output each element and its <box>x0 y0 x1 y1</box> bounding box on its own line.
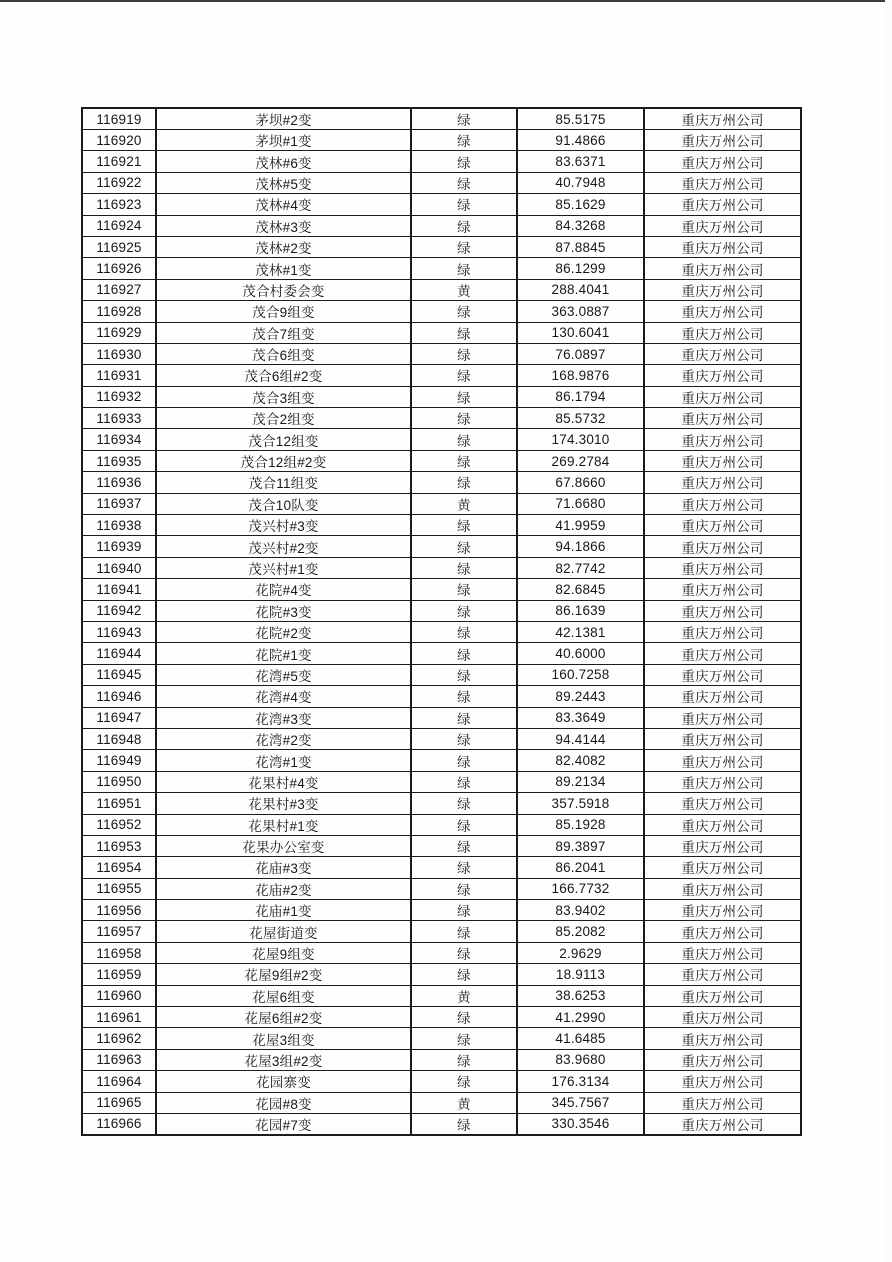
cell-company: 重庆万州公司 <box>644 557 801 578</box>
cell-value: 85.5732 <box>517 408 644 429</box>
cell-company: 重庆万州公司 <box>644 472 801 493</box>
cell-name: 茅坝#2变 <box>156 108 411 130</box>
cell-value: 41.6485 <box>517 1028 644 1049</box>
cell-company: 重庆万州公司 <box>644 450 801 471</box>
table-row <box>82 857 801 878</box>
table-row <box>82 472 801 493</box>
cell-value: 89.3897 <box>517 835 644 856</box>
cell-id: 116946 <box>82 686 156 707</box>
table-row <box>82 664 801 685</box>
cell-id: 116942 <box>82 600 156 621</box>
cell-status: 黄 <box>411 493 517 514</box>
cell-status: 绿 <box>411 600 517 621</box>
cell-name: 茂合9组变 <box>156 301 411 322</box>
cell-id: 116956 <box>82 900 156 921</box>
table-row <box>82 900 801 921</box>
cell-id: 116929 <box>82 322 156 343</box>
cell-id: 116945 <box>82 664 156 685</box>
cell-status: 绿 <box>411 322 517 343</box>
cell-status: 绿 <box>411 728 517 749</box>
cell-name: 茂林#6变 <box>156 151 411 172</box>
cell-id: 116962 <box>82 1028 156 1049</box>
cell-id: 116919 <box>82 108 156 130</box>
table-row <box>82 493 801 514</box>
cell-status: 绿 <box>411 343 517 364</box>
cell-status: 绿 <box>411 686 517 707</box>
table-row <box>82 322 801 343</box>
cell-id: 116952 <box>82 814 156 835</box>
cell-status: 绿 <box>411 771 517 792</box>
cell-value: 83.9402 <box>517 900 644 921</box>
table-row <box>82 643 801 664</box>
cell-value: 76.0897 <box>517 343 644 364</box>
cell-company: 重庆万州公司 <box>644 600 801 621</box>
cell-status: 黄 <box>411 279 517 300</box>
cell-company: 重庆万州公司 <box>644 194 801 215</box>
cell-id: 116941 <box>82 579 156 600</box>
cell-name: 茂林#3变 <box>156 215 411 236</box>
cell-status: 绿 <box>411 215 517 236</box>
cell-company: 重庆万州公司 <box>644 343 801 364</box>
cell-id: 116965 <box>82 1092 156 1113</box>
table-row <box>82 771 801 792</box>
cell-company: 重庆万州公司 <box>644 515 801 536</box>
table-row <box>82 728 801 749</box>
data-table <box>81 107 802 1136</box>
cell-name: 茂合3组变 <box>156 386 411 407</box>
cell-id: 116964 <box>82 1071 156 1092</box>
cell-company: 重庆万州公司 <box>644 1113 801 1135</box>
cell-value: 357.5918 <box>517 793 644 814</box>
cell-status: 绿 <box>411 793 517 814</box>
cell-id: 116944 <box>82 643 156 664</box>
table-row <box>82 236 801 257</box>
table-row <box>82 258 801 279</box>
cell-value: 84.3268 <box>517 215 644 236</box>
cell-company: 重庆万州公司 <box>644 579 801 600</box>
table-row <box>82 750 801 771</box>
cell-id: 116924 <box>82 215 156 236</box>
cell-name: 花果村#3变 <box>156 793 411 814</box>
table-row <box>82 835 801 856</box>
cell-value: 85.2082 <box>517 921 644 942</box>
cell-name: 茂合10队变 <box>156 493 411 514</box>
cell-id: 116937 <box>82 493 156 514</box>
table-row <box>82 985 801 1006</box>
cell-status: 绿 <box>411 1007 517 1028</box>
cell-company: 重庆万州公司 <box>644 686 801 707</box>
cell-value: 40.6000 <box>517 643 644 664</box>
cell-value: 269.2784 <box>517 450 644 471</box>
table-row <box>82 942 801 963</box>
cell-name: 花屋3组变 <box>156 1028 411 1049</box>
cell-id: 116922 <box>82 172 156 193</box>
cell-value: 40.7948 <box>517 172 644 193</box>
cell-value: 330.3546 <box>517 1113 644 1135</box>
table-row <box>82 215 801 236</box>
table-row <box>82 600 801 621</box>
cell-status: 绿 <box>411 408 517 429</box>
cell-name: 茂林#1变 <box>156 258 411 279</box>
cell-company: 重庆万州公司 <box>644 172 801 193</box>
cell-status: 绿 <box>411 536 517 557</box>
cell-id: 116960 <box>82 985 156 1006</box>
cell-value: 83.9680 <box>517 1049 644 1070</box>
cell-value: 38.6253 <box>517 985 644 1006</box>
cell-id: 116950 <box>82 771 156 792</box>
cell-name: 花湾#2变 <box>156 728 411 749</box>
cell-name: 茂兴村#2变 <box>156 536 411 557</box>
cell-name: 花果办公室变 <box>156 835 411 856</box>
cell-name: 花果村#1变 <box>156 814 411 835</box>
cell-status: 绿 <box>411 429 517 450</box>
cell-status: 绿 <box>411 151 517 172</box>
cell-status: 绿 <box>411 814 517 835</box>
cell-id: 116955 <box>82 878 156 899</box>
cell-company: 重庆万州公司 <box>644 215 801 236</box>
cell-id: 116926 <box>82 258 156 279</box>
cell-company: 重庆万州公司 <box>644 1049 801 1070</box>
cell-id: 116957 <box>82 921 156 942</box>
cell-name: 花湾#5变 <box>156 664 411 685</box>
cell-company: 重庆万州公司 <box>644 130 801 151</box>
table-row <box>82 1092 801 1113</box>
cell-company: 重庆万州公司 <box>644 151 801 172</box>
cell-status: 绿 <box>411 301 517 322</box>
cell-name: 花园#8变 <box>156 1092 411 1113</box>
cell-status: 绿 <box>411 835 517 856</box>
cell-company: 重庆万州公司 <box>644 835 801 856</box>
cell-company: 重庆万州公司 <box>644 365 801 386</box>
cell-name: 花湾#4变 <box>156 686 411 707</box>
cell-name: 茂合7组变 <box>156 322 411 343</box>
cell-status: 绿 <box>411 472 517 493</box>
cell-id: 116931 <box>82 365 156 386</box>
cell-name: 花院#1变 <box>156 643 411 664</box>
cell-value: 42.1381 <box>517 621 644 642</box>
cell-name: 花屋6组变 <box>156 985 411 1006</box>
cell-status: 绿 <box>411 964 517 985</box>
cell-status: 绿 <box>411 108 517 130</box>
cell-value: 86.1639 <box>517 600 644 621</box>
cell-value: 85.5175 <box>517 108 644 130</box>
cell-id: 116943 <box>82 621 156 642</box>
cell-id: 116920 <box>82 130 156 151</box>
cell-id: 116938 <box>82 515 156 536</box>
table-row <box>82 814 801 835</box>
cell-name: 花庙#3变 <box>156 857 411 878</box>
cell-id: 116932 <box>82 386 156 407</box>
cell-company: 重庆万州公司 <box>644 108 801 130</box>
cell-name: 花湾#3变 <box>156 707 411 728</box>
cell-value: 94.4144 <box>517 728 644 749</box>
cell-value: 86.1794 <box>517 386 644 407</box>
cell-company: 重庆万州公司 <box>644 750 801 771</box>
cell-value: 130.6041 <box>517 322 644 343</box>
table-row <box>82 621 801 642</box>
table-row <box>82 878 801 899</box>
cell-status: 绿 <box>411 621 517 642</box>
cell-value: 363.0887 <box>517 301 644 322</box>
cell-id: 116921 <box>82 151 156 172</box>
cell-id: 116963 <box>82 1049 156 1070</box>
cell-id: 116947 <box>82 707 156 728</box>
cell-company: 重庆万州公司 <box>644 258 801 279</box>
cell-company: 重庆万州公司 <box>644 643 801 664</box>
cell-value: 168.9876 <box>517 365 644 386</box>
cell-value: 91.4866 <box>517 130 644 151</box>
cell-value: 41.2990 <box>517 1007 644 1028</box>
cell-company: 重庆万州公司 <box>644 857 801 878</box>
cell-status: 绿 <box>411 1049 517 1070</box>
cell-name: 茂林#4变 <box>156 194 411 215</box>
cell-status: 绿 <box>411 664 517 685</box>
cell-id: 116959 <box>82 964 156 985</box>
table-row <box>82 579 801 600</box>
cell-status: 绿 <box>411 1113 517 1135</box>
cell-id: 116934 <box>82 429 156 450</box>
table-row <box>82 686 801 707</box>
cell-company: 重庆万州公司 <box>644 707 801 728</box>
cell-company: 重庆万州公司 <box>644 236 801 257</box>
cell-name: 花屋3组#2变 <box>156 1049 411 1070</box>
table-row <box>82 515 801 536</box>
cell-id: 116966 <box>82 1113 156 1135</box>
table-row <box>82 1028 801 1049</box>
cell-status: 绿 <box>411 921 517 942</box>
cell-value: 89.2443 <box>517 686 644 707</box>
table-row <box>82 1071 801 1092</box>
cell-value: 288.4041 <box>517 279 644 300</box>
cell-name: 花庙#2变 <box>156 878 411 899</box>
cell-status: 绿 <box>411 942 517 963</box>
cell-id: 116958 <box>82 942 156 963</box>
cell-value: 85.1629 <box>517 194 644 215</box>
cell-name: 花院#3变 <box>156 600 411 621</box>
cell-status: 绿 <box>411 900 517 921</box>
table-row <box>82 1113 801 1135</box>
cell-id: 116940 <box>82 557 156 578</box>
cell-value: 41.9959 <box>517 515 644 536</box>
cell-value: 67.8660 <box>517 472 644 493</box>
cell-company: 重庆万州公司 <box>644 536 801 557</box>
cell-value: 2.9629 <box>517 942 644 963</box>
table-row <box>82 536 801 557</box>
cell-id: 116939 <box>82 536 156 557</box>
table-row <box>82 130 801 151</box>
cell-company: 重庆万州公司 <box>644 793 801 814</box>
cell-company: 重庆万州公司 <box>644 279 801 300</box>
cell-name: 茂林#2变 <box>156 236 411 257</box>
page-right-edge-shadow <box>885 0 892 1262</box>
table-body <box>82 108 801 1135</box>
cell-name: 茂合2组变 <box>156 408 411 429</box>
cell-status: 绿 <box>411 258 517 279</box>
cell-status: 绿 <box>411 386 517 407</box>
cell-status: 黄 <box>411 985 517 1006</box>
table-row <box>82 365 801 386</box>
cell-company: 重庆万州公司 <box>644 1092 801 1113</box>
cell-status: 绿 <box>411 172 517 193</box>
table-row <box>82 408 801 429</box>
cell-name: 花庙#1变 <box>156 900 411 921</box>
table-row <box>82 194 801 215</box>
table-row <box>82 1007 801 1028</box>
cell-value: 82.4082 <box>517 750 644 771</box>
cell-id: 116925 <box>82 236 156 257</box>
cell-status: 绿 <box>411 194 517 215</box>
table-row <box>82 429 801 450</box>
cell-id: 116953 <box>82 835 156 856</box>
cell-status: 绿 <box>411 450 517 471</box>
table-row <box>82 450 801 471</box>
cell-status: 绿 <box>411 236 517 257</box>
cell-id: 116923 <box>82 194 156 215</box>
cell-company: 重庆万州公司 <box>644 728 801 749</box>
cell-status: 绿 <box>411 365 517 386</box>
cell-company: 重庆万州公司 <box>644 664 801 685</box>
cell-value: 85.1928 <box>517 814 644 835</box>
cell-value: 86.2041 <box>517 857 644 878</box>
cell-id: 116936 <box>82 472 156 493</box>
cell-value: 71.6680 <box>517 493 644 514</box>
cell-company: 重庆万州公司 <box>644 408 801 429</box>
table-row <box>82 301 801 322</box>
cell-id: 116961 <box>82 1007 156 1028</box>
cell-value: 176.3134 <box>517 1071 644 1092</box>
table-row <box>82 386 801 407</box>
cell-name: 花屋9组变 <box>156 942 411 963</box>
table-row <box>82 1049 801 1070</box>
cell-company: 重庆万州公司 <box>644 301 801 322</box>
cell-value: 83.6371 <box>517 151 644 172</box>
cell-name: 花屋6组#2变 <box>156 1007 411 1028</box>
cell-id: 116949 <box>82 750 156 771</box>
cell-name: 花园#7变 <box>156 1113 411 1135</box>
cell-company: 重庆万州公司 <box>644 1028 801 1049</box>
cell-company: 重庆万州公司 <box>644 921 801 942</box>
cell-name: 茂合6组#2变 <box>156 365 411 386</box>
cell-name: 茂兴村#1变 <box>156 557 411 578</box>
cell-company: 重庆万州公司 <box>644 878 801 899</box>
cell-name: 花园寨变 <box>156 1071 411 1092</box>
cell-company: 重庆万州公司 <box>644 771 801 792</box>
cell-status: 黄 <box>411 1092 517 1113</box>
cell-status: 绿 <box>411 707 517 728</box>
cell-status: 绿 <box>411 878 517 899</box>
cell-value: 18.9113 <box>517 964 644 985</box>
cell-status: 绿 <box>411 515 517 536</box>
cell-company: 重庆万州公司 <box>644 322 801 343</box>
cell-company: 重庆万州公司 <box>644 621 801 642</box>
cell-id: 116928 <box>82 301 156 322</box>
cell-status: 绿 <box>411 857 517 878</box>
table-row <box>82 172 801 193</box>
cell-status: 绿 <box>411 750 517 771</box>
cell-status: 绿 <box>411 1071 517 1092</box>
table-row <box>82 343 801 364</box>
cell-company: 重庆万州公司 <box>644 985 801 1006</box>
table-row <box>82 793 801 814</box>
table-row <box>82 108 801 130</box>
cell-company: 重庆万州公司 <box>644 1071 801 1092</box>
cell-value: 82.6845 <box>517 579 644 600</box>
table-row <box>82 151 801 172</box>
cell-name: 茂合12组#2变 <box>156 450 411 471</box>
cell-company: 重庆万州公司 <box>644 900 801 921</box>
cell-status: 绿 <box>411 557 517 578</box>
cell-name: 花屋9组#2变 <box>156 964 411 985</box>
cell-name: 茂合村委会变 <box>156 279 411 300</box>
cell-status: 绿 <box>411 643 517 664</box>
table-row <box>82 964 801 985</box>
cell-id: 116948 <box>82 728 156 749</box>
cell-value: 345.7567 <box>517 1092 644 1113</box>
cell-status: 绿 <box>411 579 517 600</box>
cell-value: 94.1866 <box>517 536 644 557</box>
table-container <box>81 107 802 1136</box>
cell-name: 花屋街道变 <box>156 921 411 942</box>
cell-status: 绿 <box>411 1028 517 1049</box>
cell-id: 116927 <box>82 279 156 300</box>
cell-company: 重庆万州公司 <box>644 493 801 514</box>
page-top-edge-line <box>0 0 892 2</box>
cell-name: 花果村#4变 <box>156 771 411 792</box>
cell-id: 116954 <box>82 857 156 878</box>
cell-name: 花院#2变 <box>156 621 411 642</box>
cell-id: 116935 <box>82 450 156 471</box>
cell-company: 重庆万州公司 <box>644 429 801 450</box>
cell-value: 86.1299 <box>517 258 644 279</box>
cell-id: 116930 <box>82 343 156 364</box>
cell-name: 茂林#5变 <box>156 172 411 193</box>
cell-name: 茂合6组变 <box>156 343 411 364</box>
cell-company: 重庆万州公司 <box>644 964 801 985</box>
cell-value: 166.7732 <box>517 878 644 899</box>
cell-name: 茂兴村#3变 <box>156 515 411 536</box>
cell-company: 重庆万州公司 <box>644 942 801 963</box>
cell-value: 82.7742 <box>517 557 644 578</box>
table-row <box>82 707 801 728</box>
cell-company: 重庆万州公司 <box>644 1007 801 1028</box>
cell-value: 83.3649 <box>517 707 644 728</box>
cell-value: 89.2134 <box>517 771 644 792</box>
cell-value: 87.8845 <box>517 236 644 257</box>
cell-name: 花湾#1变 <box>156 750 411 771</box>
cell-name: 茂合12组变 <box>156 429 411 450</box>
cell-status: 绿 <box>411 130 517 151</box>
cell-id: 116933 <box>82 408 156 429</box>
cell-id: 116951 <box>82 793 156 814</box>
cell-company: 重庆万州公司 <box>644 386 801 407</box>
cell-value: 174.3010 <box>517 429 644 450</box>
cell-name: 花院#4变 <box>156 579 411 600</box>
table-row <box>82 921 801 942</box>
table-row <box>82 279 801 300</box>
table-row <box>82 557 801 578</box>
cell-name: 茅坝#1变 <box>156 130 411 151</box>
cell-company: 重庆万州公司 <box>644 814 801 835</box>
cell-name: 茂合11组变 <box>156 472 411 493</box>
cell-value: 160.7258 <box>517 664 644 685</box>
